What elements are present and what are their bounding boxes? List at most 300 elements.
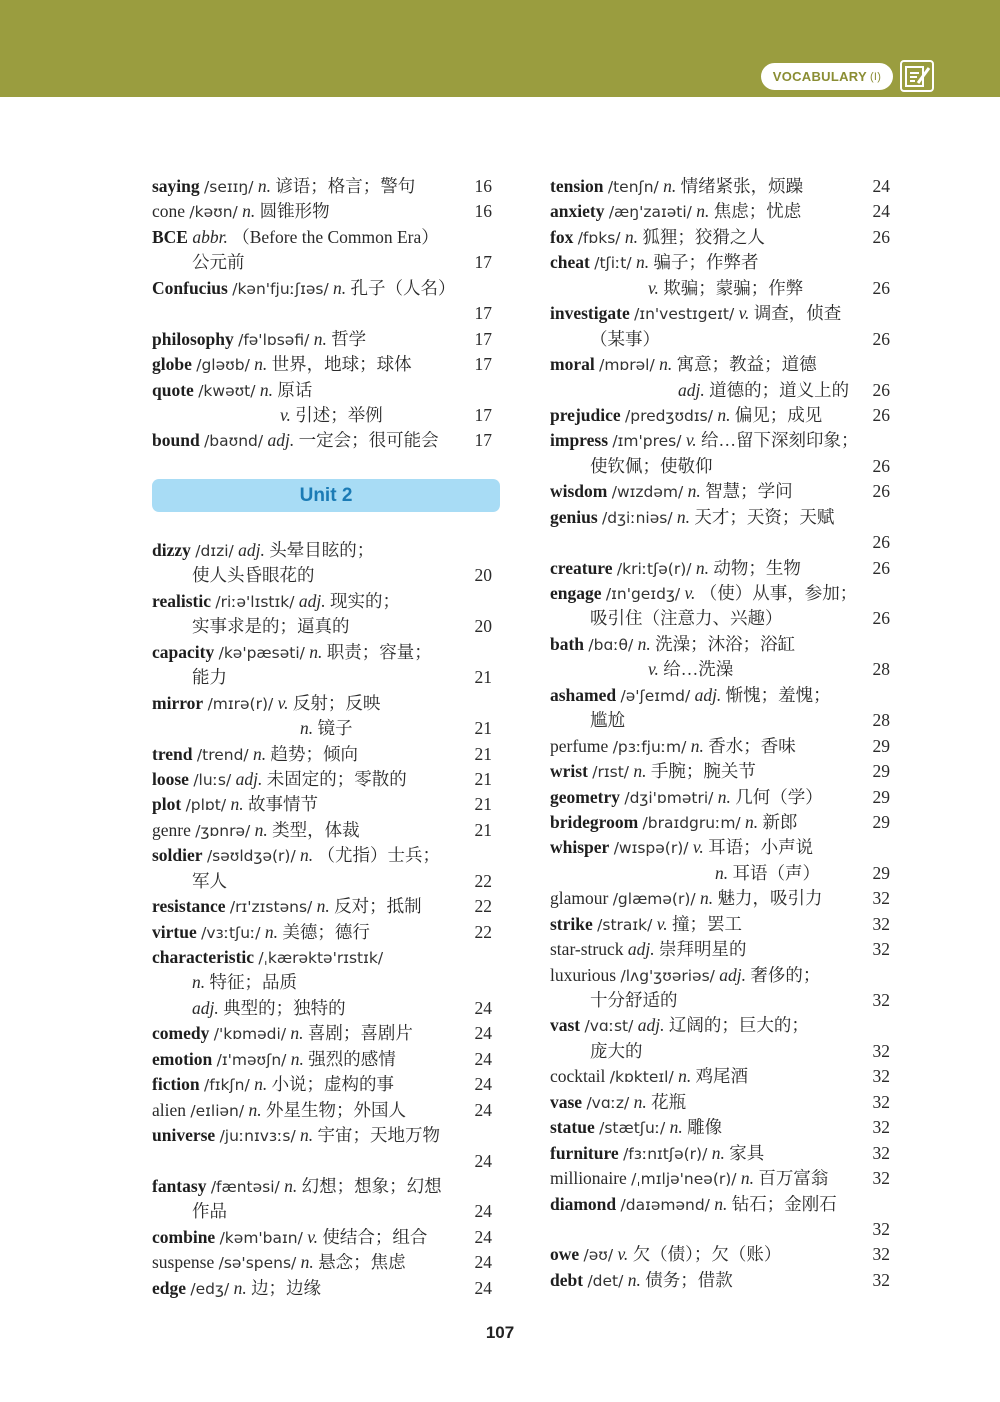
vocab-entry-line — [550, 963, 890, 988]
vocab-entry-line — [152, 945, 492, 970]
vocab-entry-line — [550, 1141, 890, 1166]
vocab-page-ref: 26 — [872, 226, 890, 247]
vocab-definition: （某事） — [590, 328, 660, 349]
vocab-page-ref: 28 — [872, 710, 890, 731]
vocab-phonetic: /riːə'lɪstɪk/ — [215, 592, 295, 611]
vocab-part-of-speech: n. — [663, 176, 677, 196]
vocab-definition: （使）从事，参加； — [699, 583, 858, 603]
vocab-page-ref: 21 — [474, 819, 492, 840]
vocab-entry-line — [550, 454, 890, 479]
vocab-entry-line — [152, 403, 492, 428]
vocab-entry-line — [550, 174, 890, 199]
vocab-phonetic: /dʒiːniəs/ — [602, 508, 673, 527]
vocab-word: cheat — [550, 252, 590, 273]
vocab-entry-line — [152, 1123, 492, 1148]
vocab-phonetic: /mɪrə(r)/ — [207, 694, 274, 713]
vocab-page-ref: 32 — [872, 913, 890, 934]
vocab-definition: 职责；容量； — [326, 641, 432, 662]
vocab-entry-line — [550, 683, 890, 708]
vocab-definition: 公元前 — [192, 252, 245, 273]
vocab-part-of-speech: n. — [253, 743, 267, 764]
vocab-word: star-struck — [550, 939, 624, 960]
vocab-part-of-speech: n. — [233, 1277, 247, 1298]
vocab-word: tension — [550, 176, 604, 196]
vocab-definition: 实事求是的；逼真的 — [192, 616, 350, 637]
vocab-phonetic: /lʌg'ʒʊəriəs/ — [620, 966, 715, 985]
vocab-entry-line — [152, 327, 492, 352]
vocab-entry-line — [550, 1115, 890, 1140]
vocab-phonetic: /æŋ'zaɪəti/ — [608, 203, 692, 222]
vocab-page-ref: 17 — [474, 354, 492, 375]
vocab-definition: 宇宙；天地万物 — [317, 1125, 441, 1146]
vocab-phonetic: /plɒt/ — [185, 796, 227, 815]
vocab-phonetic: /ɪm'pres/ — [612, 432, 682, 451]
vocab-entry-line — [152, 716, 492, 741]
vocab-phonetic: /rɪst/ — [592, 763, 630, 782]
vocab-part-of-speech: n. — [333, 277, 347, 298]
vocab-definition: 欠（债）；欠（账） — [632, 1244, 782, 1265]
vocab-page-ref: 21 — [474, 794, 492, 815]
vocab-part-of-speech: v. — [656, 913, 668, 934]
vocab-phonetic: /kə'pæsəti/ — [218, 643, 305, 662]
vocab-word: prejudice — [550, 404, 621, 425]
vocab-part-of-speech: n. — [300, 1125, 314, 1146]
vocab-phonetic: /fə'lɒsəfi/ — [238, 330, 310, 349]
vocab-definition: 悬念；焦虑 — [318, 1252, 406, 1273]
vocab-definition: 镜子 — [317, 718, 353, 739]
vocab-phonetic: /ɪ'məʊʃn/ — [216, 1050, 287, 1069]
vocab-part-of-speech: n. — [637, 633, 651, 654]
vocab-entry-line — [152, 970, 492, 995]
vocab-definition: 喜剧；喜剧片 — [307, 1023, 413, 1044]
vocab-part-of-speech: adj. — [719, 964, 747, 985]
vocab-page-ref: 17 — [474, 252, 492, 273]
vocab-page-ref: 26 — [872, 481, 890, 502]
vocab-definition: 焦虑；忧虑 — [713, 201, 802, 222]
vocab-word: BCE — [152, 226, 188, 247]
vocab-page-ref: 22 — [474, 870, 492, 891]
vocab-word: genre — [152, 819, 191, 840]
vocab-phonetic: /predʒʊdɪs/ — [625, 406, 713, 425]
vocab-phonetic: /rɪ'zɪstəns/ — [229, 898, 313, 917]
vocab-definition: 未固定的；零散的 — [266, 768, 407, 789]
vocab-page-ref: 28 — [872, 659, 890, 680]
vocab-word: wrist — [550, 761, 588, 782]
vocab-part-of-speech: n. — [740, 1168, 755, 1189]
vocab-phonetic: /vɑːz/ — [586, 1093, 630, 1112]
vocab-definition: 圆锥形物 — [259, 201, 330, 222]
vocab-page-ref: 32 — [872, 1168, 890, 1189]
vocab-page-ref: 17 — [474, 404, 492, 425]
vocab-phonetic: /kwəʊt/ — [198, 381, 256, 400]
vocab-phonetic: /vɜːtʃuː/ — [201, 923, 261, 942]
vocab-entry-line — [550, 378, 890, 403]
vocab-word: bath — [550, 633, 585, 654]
vocab-entry-line — [152, 1199, 492, 1224]
vocab-definition: 狐狸；狡猾之人 — [642, 226, 765, 247]
vocab-definition: 辽阔的；巨大的； — [668, 1015, 809, 1036]
vocab-part-of-speech: n. — [254, 354, 268, 375]
vocab-part-of-speech: n. — [717, 786, 731, 807]
vocab-definition: 雕像 — [687, 1117, 723, 1138]
vocab-part-of-speech: n. — [230, 794, 244, 815]
vocab-word: trend — [152, 743, 193, 764]
vocab-entry-line — [550, 199, 890, 224]
vocab-entry-line — [550, 428, 890, 453]
vocab-word: luxurious — [550, 964, 617, 985]
vocab-phonetic: /ə'ʃeɪmd/ — [620, 686, 691, 705]
vocab-page-ref: 32 — [872, 1142, 890, 1163]
vocab-word: edge — [152, 1277, 187, 1298]
vocab-part-of-speech: n. — [659, 354, 673, 375]
vocab-phonetic: /ˌmɪljə'neə(r)/ — [631, 1170, 737, 1189]
vocab-word: moral — [550, 354, 595, 375]
vocab-page-ref: 32 — [872, 1244, 890, 1265]
vocab-phonetic: /əʊ/ — [583, 1246, 614, 1265]
vocab-word: statue — [550, 1117, 595, 1138]
vocab-part-of-speech: n. — [192, 972, 206, 993]
vocab-word: impress — [550, 430, 609, 451]
vocab-page-ref: 22 — [474, 921, 492, 942]
vocab-entry-line — [152, 199, 492, 224]
vocab-entry-line — [152, 276, 492, 301]
vocab-part-of-speech: n. — [300, 718, 314, 739]
vocab-entry-line — [550, 301, 890, 326]
vocab-entry-line — [550, 861, 890, 886]
vocab-part-of-speech: v. — [277, 692, 289, 713]
vocab-entry-line — [550, 988, 890, 1013]
vocab-page-ref: 24 — [474, 1048, 492, 1069]
vocab-word: bound — [152, 430, 200, 451]
vocab-word: cocktail — [550, 1066, 606, 1087]
vocab-phonetic: /sə'spens/ — [218, 1254, 297, 1273]
vocab-definition: 十分舒适的 — [590, 990, 678, 1010]
vocab-phonetic: /kən'fjuːʃɪəs/ — [232, 279, 329, 298]
vocab-page-ref: 32 — [872, 888, 890, 909]
vocab-page-ref: 22 — [474, 896, 492, 917]
vocab-word: realistic — [152, 590, 211, 611]
vocab-entry-line — [550, 708, 890, 733]
vocab-phonetic: /kəʊn/ — [189, 203, 238, 222]
vocab-word: wisdom — [550, 481, 608, 502]
vocab-entry-line — [550, 1064, 890, 1089]
vocab-definition: 头晕目眩的； — [269, 540, 375, 560]
page-number: 107 — [485, 1323, 515, 1342]
vocab-definition: 引述；举例 — [295, 404, 383, 425]
vocab-entry-line — [152, 691, 492, 716]
vocab-definition: 给…洗澡 — [663, 659, 734, 680]
vocab-entry-line — [550, 937, 890, 962]
vocab-page-ref: 26 — [872, 608, 890, 629]
vocab-part-of-speech: n. — [687, 481, 701, 502]
vocab-phonetic: /ɪn'geɪdʒ/ — [605, 585, 681, 603]
vocab-part-of-speech: n. — [264, 921, 279, 942]
vocab-part-of-speech: n. — [254, 819, 268, 840]
vocab-phonetic: /seɪɪŋ/ — [204, 178, 254, 196]
notebook-pencil-icon — [900, 60, 934, 92]
vocab-part-of-speech: n. — [624, 226, 638, 247]
vocab-definition: 作品 — [192, 1201, 227, 1222]
vocab-part-of-speech: n. — [635, 252, 650, 273]
vocab-definition: 军人 — [192, 870, 227, 891]
vocab-word: quote — [152, 379, 194, 400]
vocab-entry-line — [550, 1013, 890, 1038]
vocab-part-of-speech: n. — [678, 1066, 692, 1087]
vocab-definition: 动物；生物 — [713, 557, 801, 578]
vocab-page-ref: 24 — [872, 176, 890, 196]
vocab-definition: 家具 — [729, 1142, 765, 1163]
vocab-entry-line — [152, 869, 492, 894]
vocab-entry-line — [550, 225, 890, 250]
vocab-part-of-speech: n. — [696, 201, 710, 222]
vocab-part-of-speech: n. — [254, 1074, 268, 1095]
vocab-part-of-speech: v. — [307, 1226, 319, 1247]
vocab-page-ref: 29 — [872, 862, 890, 883]
vocab-definition: 鸡尾酒 — [695, 1066, 749, 1087]
vocab-definition: 趋势；倾向 — [270, 743, 359, 764]
vocab-entry-line — [152, 352, 492, 377]
vocab-entry-line — [550, 276, 890, 301]
vocab-part-of-speech: n. — [633, 1091, 647, 1112]
vocab-page-ref: 24 — [474, 1201, 492, 1222]
vocab-word: furniture — [550, 1142, 619, 1163]
vocab-word: engage — [550, 583, 602, 603]
vocab-word: vast — [550, 1015, 581, 1036]
vocab-part-of-speech: n. — [284, 1175, 298, 1196]
vocab-entry-line — [152, 1149, 492, 1174]
vocab-phonetic: /'kɒmədi/ — [213, 1025, 287, 1044]
vocab-part-of-speech: n. — [257, 176, 271, 196]
vocab-entry-line — [152, 1047, 492, 1072]
vocab-entry-line — [152, 843, 492, 868]
vocab-part-of-speech: n. — [700, 888, 714, 909]
vocab-phonetic: /fɪkʃn/ — [204, 1076, 250, 1095]
vocab-part-of-speech: adj. — [235, 768, 263, 789]
vocab-definition: 世界，地球；球体 — [271, 354, 412, 375]
vocab-phonetic: /ɪn'vestɪgeɪt/ — [634, 305, 735, 324]
vocab-page-ref: 26 — [872, 404, 890, 425]
vocab-part-of-speech: adj. — [637, 1015, 665, 1036]
vocab-entry-line — [550, 810, 890, 835]
vocab-phonetic: /gləʊb/ — [196, 356, 250, 375]
vocab-part-of-speech: n. — [290, 1023, 304, 1044]
vocab-definition: 一定会；很可能会 — [298, 430, 439, 451]
vocab-word: cone — [152, 201, 186, 222]
vocab-part-of-speech: v. — [692, 837, 704, 858]
vocab-word: characteristic — [152, 947, 255, 967]
vocab-part-of-speech: n. — [259, 379, 273, 400]
vocab-entry-line — [550, 734, 890, 759]
vocab-page-ref: 26 — [872, 328, 890, 349]
vocab-word: philosophy — [152, 328, 234, 349]
vocab-part-of-speech: n. — [745, 811, 759, 832]
vocab-entry-line — [550, 1090, 890, 1115]
vocab-word: strike — [550, 913, 593, 934]
vocab-word: genius — [550, 506, 598, 527]
vocab-page-ref: 29 — [872, 761, 890, 782]
vocab-definition: 外星生物；外国人 — [265, 1099, 406, 1120]
vocab-phonetic: /kriːtʃə(r)/ — [616, 559, 692, 578]
vocab-phonetic: /tʃiːt/ — [594, 254, 632, 273]
vocab-part-of-speech: n. — [669, 1117, 683, 1138]
vocab-entry-line — [152, 614, 492, 639]
vocab-part-of-speech: adj. — [298, 590, 326, 611]
vocab-definition: 耳语（声） — [732, 862, 820, 883]
vocab-page-ref: 24 — [872, 201, 890, 222]
vocab-definition: 惭愧；羞愧； — [725, 684, 831, 705]
vocab-entry-line — [152, 1021, 492, 1046]
vocab-entry-line — [550, 1217, 890, 1242]
vocab-word: soldier — [152, 845, 203, 866]
section-label-pill — [761, 63, 893, 90]
vocab-page-ref: 21 — [474, 718, 492, 739]
vocab-phonetic: /ʒɒnrə/ — [195, 821, 251, 840]
vocab-entry-line — [152, 1098, 492, 1123]
vocab-word: mirror — [152, 692, 204, 713]
vocab-page-ref: 26 — [872, 532, 890, 553]
vocab-definition: 典型的；独特的 — [223, 997, 346, 1018]
vocab-part-of-speech: n. — [248, 1099, 262, 1120]
vocab-entry-line — [152, 589, 492, 614]
vocab-phonetic: /pɜːfjuːm/ — [612, 737, 687, 756]
vocab-word: combine — [152, 1226, 216, 1247]
vocab-definition: 洗澡；沐浴；浴缸 — [655, 633, 796, 654]
vocab-entry-line — [550, 759, 890, 784]
vocab-word: investigate — [550, 303, 630, 324]
vocab-page-ref: 26 — [872, 557, 890, 578]
vocab-definition: 美德；德行 — [282, 921, 370, 942]
vocab-part-of-speech: n. — [717, 404, 731, 425]
vocab-phonetic: /dʒi'ɒmətri/ — [624, 788, 714, 807]
vocab-entry-line — [550, 530, 890, 555]
vocab-entry-line — [550, 912, 890, 937]
vocab-part-of-speech: n. — [316, 896, 330, 917]
vocab-entry-line — [550, 556, 890, 581]
vocab-part-of-speech: n. — [313, 328, 327, 349]
vocab-definition: 原话 — [277, 379, 313, 400]
vocab-entry-line — [152, 1276, 492, 1301]
vocab-page-ref: 21 — [474, 768, 492, 789]
vocab-entry-line — [550, 632, 890, 657]
vocab-entry-line — [152, 563, 492, 588]
vocab-entry-line — [152, 640, 492, 665]
vocab-word: alien — [152, 1099, 187, 1120]
vocab-word: plot — [152, 794, 182, 815]
vocab-entry-line — [152, 767, 492, 792]
vocab-entry-line — [152, 225, 492, 250]
vocab-entry-line — [152, 818, 492, 843]
vocab-phonetic: /vɑːst/ — [584, 1017, 634, 1036]
vocab-word: universe — [152, 1125, 216, 1146]
vocab-definition: 崇拜明星的 — [659, 939, 747, 960]
vocab-part-of-speech: n. — [690, 735, 704, 756]
vocab-phonetic: /luːs/ — [193, 770, 232, 789]
vocab-phonetic: /eɪliən/ — [190, 1101, 245, 1120]
vocab-part-of-speech: n. — [715, 862, 729, 883]
vocab-definition: 债务；借款 — [645, 1269, 733, 1290]
vocab-entry-line — [550, 1192, 890, 1217]
vocab-phonetic: /stætʃuː/ — [599, 1119, 666, 1138]
vocab-definition: 百万富翁 — [758, 1168, 829, 1189]
vocab-definition: 魅力，吸引力 — [717, 888, 823, 909]
vocab-part-of-speech: n. — [309, 641, 323, 662]
vocab-page-ref: 17 — [474, 303, 492, 324]
vocab-entry-line — [550, 657, 890, 682]
unit-heading: Unit 2 — [152, 479, 500, 512]
vocab-part-of-speech: v. — [685, 430, 697, 451]
vocab-phonetic: /wɪspə(r)/ — [613, 839, 689, 858]
vocab-page-ref: 32 — [872, 1040, 890, 1061]
vocab-definition: 反射；反映 — [292, 692, 381, 713]
vocab-phonetic: /juːnɪvɜːs/ — [219, 1127, 296, 1146]
vocab-definition: 寓意；教益；道德 — [676, 354, 817, 375]
vocab-word: dizzy — [152, 540, 191, 560]
vocab-entry-line — [550, 1166, 890, 1191]
vocab-phonetic: /dɪzi/ — [195, 542, 234, 560]
vocab-definition: 耳语；小声说 — [708, 837, 814, 858]
vocab-definition: 能力 — [192, 667, 227, 688]
vocab-word: virtue — [152, 921, 197, 942]
vocab-definition: 奢侈的； — [750, 964, 821, 985]
vocab-word: capacity — [152, 641, 215, 662]
vocab-entry-line — [550, 1242, 890, 1267]
vocab-part-of-speech: adj. — [627, 939, 655, 960]
vocab-page-ref: 16 — [474, 176, 492, 196]
vocab-definition: 孔子（人名） — [350, 277, 456, 298]
vocab-page-ref: 17 — [474, 430, 492, 451]
vocab-entry-line — [152, 1225, 492, 1250]
vocab-phonetic: /fæntəsi/ — [210, 1177, 280, 1196]
vocab-page-ref: 16 — [474, 201, 492, 222]
vocab-entry-line — [152, 428, 492, 453]
vocab-word: glamour — [550, 888, 609, 909]
vocab-part-of-speech: v. — [648, 277, 659, 298]
vocab-definition: 新郎 — [762, 811, 798, 832]
vocab-entry-line — [152, 665, 492, 690]
vocab-word: vase — [550, 1091, 583, 1112]
vocab-phonetic: /braɪdgruːm/ — [642, 813, 741, 832]
vocab-word: ashamed — [550, 684, 617, 705]
vocab-entry-line — [152, 1072, 492, 1097]
vocab-phonetic: /mɒrəl/ — [599, 356, 655, 375]
vocab-part-of-speech: v. — [648, 659, 659, 680]
vocab-definition: 道德的；道义上的 — [709, 379, 850, 400]
vocab-page-ref: 26 — [872, 379, 890, 400]
vocab-word: millionaire — [550, 1168, 627, 1189]
vocab-definition: 偏见；成见 — [734, 404, 823, 425]
vocab-entry-line — [152, 538, 492, 563]
vocab-definition: （Before the Common Era） — [232, 226, 439, 247]
vocab-phonetic: /glæmə(r)/ — [612, 890, 696, 909]
section-label: VOCABULARY — [772, 69, 867, 84]
vocab-definition: 香水；香味 — [708, 735, 796, 756]
vocab-page-ref: 32 — [872, 1117, 890, 1138]
vocab-word: emotion — [152, 1048, 213, 1069]
vocab-phonetic: /edʒ/ — [190, 1279, 230, 1298]
vocab-word: bridegroom — [550, 811, 639, 832]
vocab-entry-line — [550, 1268, 890, 1293]
vocab-phonetic: /det/ — [587, 1271, 624, 1290]
vocab-definition: 使人头昏眼花的 — [192, 565, 315, 586]
vocab-part-of-speech: n. — [711, 1142, 725, 1163]
vocab-phonetic: /wɪzdəm/ — [611, 483, 684, 502]
vocab-phonetic: /fɒks/ — [577, 228, 621, 247]
vocab-page-ref: 20 — [474, 565, 492, 586]
vocab-phonetic: /bɑːθ/ — [588, 635, 634, 654]
vocab-entry-line — [550, 327, 890, 352]
vocab-page-ref: 29 — [872, 786, 890, 807]
vocab-list-right — [550, 174, 890, 1293]
